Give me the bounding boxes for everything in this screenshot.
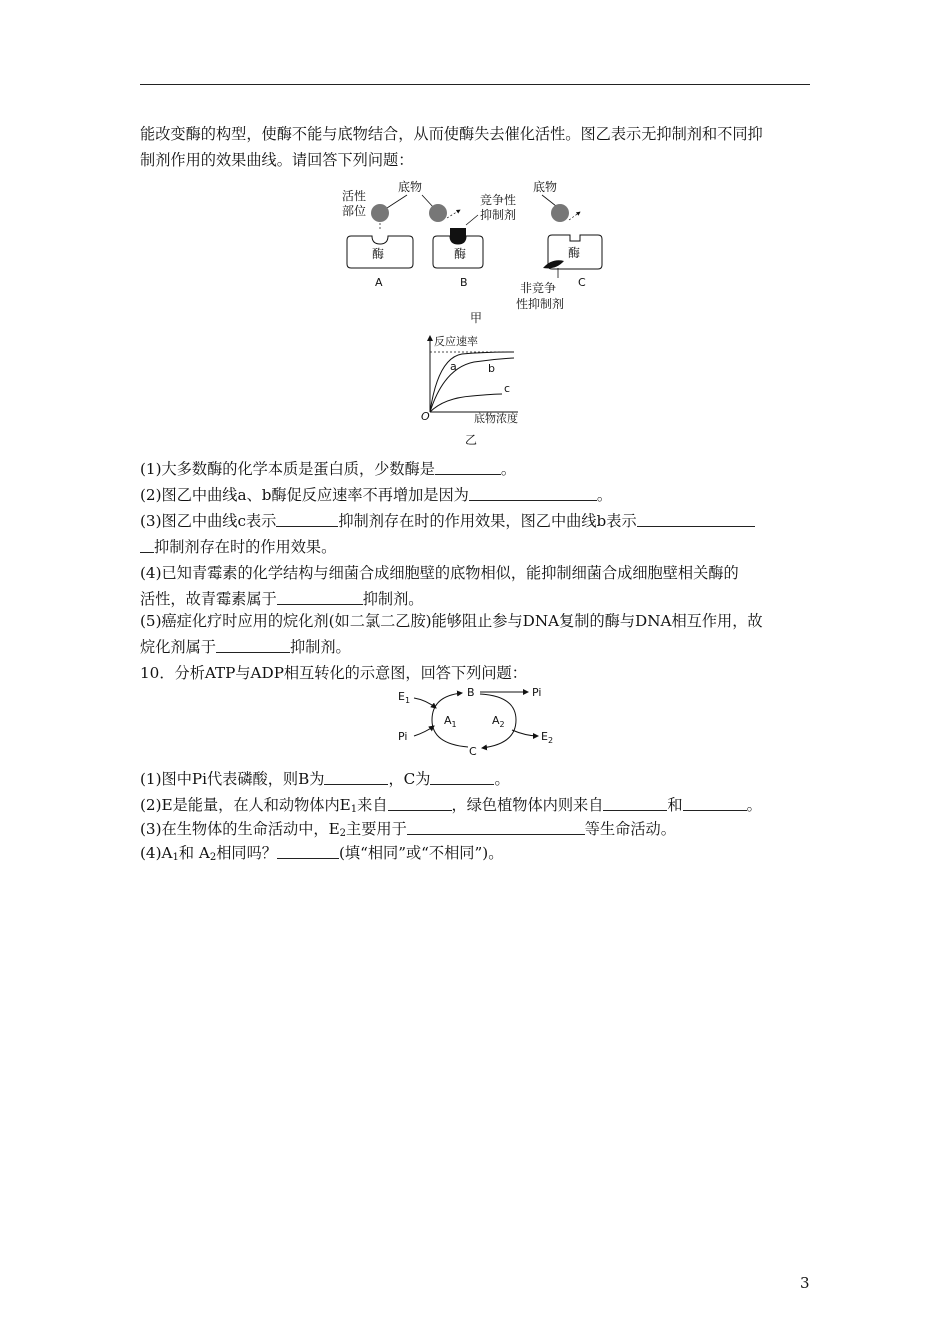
- active-site-label-1: 活性: [342, 189, 367, 203]
- substrate-circle-b: [429, 204, 447, 222]
- answer-blank-10-4[interactable]: [277, 843, 339, 859]
- answer-blank-10-2c[interactable]: [683, 795, 747, 811]
- answer-blank-10-1a[interactable]: [324, 769, 388, 785]
- question-10-3: (3)在生物体的生命活动中，$E_2$主要用于 等生命活动。: [140, 820, 676, 839]
- noncompetitive-label-2: 性抑制剂: [516, 297, 565, 311]
- e2-label: $E_2$: [541, 730, 554, 745]
- substrate-circle-c: [551, 204, 569, 222]
- competitive-label-1: 竞争性: [480, 193, 517, 207]
- curve-a-label: a: [450, 360, 457, 373]
- answer-blank-10-2a[interactable]: [388, 795, 452, 811]
- answer-blank-9-2[interactable]: [469, 485, 597, 501]
- y-axis-label: 反应速率: [434, 335, 478, 348]
- pi-left: Pi: [398, 730, 408, 743]
- atp-adp-cycle-diagram: [392, 684, 562, 758]
- active-site-label-2: 部位: [342, 204, 367, 218]
- e1-label: $E_1$: [398, 690, 411, 705]
- node-c: C: [469, 745, 477, 758]
- question-9-5-line-2: 烷化剂属于 抑制剂。: [140, 638, 351, 656]
- figure-yi-caption: 乙: [465, 433, 478, 447]
- answer-blank-10-3[interactable]: [407, 819, 585, 835]
- competitive-label-2: 抑制剂: [480, 208, 517, 222]
- question-10-1: (1)图中Pi代表磷酸，则B为 ，C为 。: [140, 770, 510, 788]
- x-axis-label: 底物浓度: [474, 412, 518, 425]
- answer-blank-9-5[interactable]: [216, 637, 290, 653]
- figure-yi-rate-curves: [418, 332, 538, 448]
- question-10-4: $(4)A_1$和 $A_2$相同吗？ (填“相同”或“不相同”)。: [140, 844, 504, 863]
- header-rule: [140, 84, 810, 85]
- question-9-4-line-1: (4)已知青霉素的化学结构与细菌合成细胞壁的底物相似，能抑制细菌合成细胞壁相关酶的: [140, 564, 739, 582]
- enzyme-label-b: 酶: [454, 247, 467, 261]
- answer-blank-9-3a[interactable]: [276, 511, 338, 527]
- question-9-1: (1)大多数酶的化学本质是蛋白质，少数酶是 。: [140, 460, 517, 478]
- answer-blank-9-3b[interactable]: [637, 511, 755, 527]
- node-b: B: [467, 686, 475, 699]
- question-9-3-cont: 抑制剂存在时的作用效果。: [140, 534, 812, 560]
- substrate-label-c: 底物: [533, 180, 558, 194]
- figure-jia-enzyme-diagram: [330, 178, 620, 326]
- question-9-4-line-2: 活性，故青霉素属于 抑制剂。: [140, 590, 424, 608]
- substrate-circle-a: [371, 204, 389, 222]
- answer-blank-10-1b[interactable]: [430, 769, 494, 785]
- pi-right: Pi: [532, 686, 542, 699]
- panel-a-label: A: [375, 276, 383, 289]
- question-10-title: 10．分析ATP与ADP相互转化的示意图，回答下列问题：: [140, 664, 527, 682]
- curve-c-label: c: [504, 382, 511, 395]
- answer-blank-9-1[interactable]: [435, 459, 501, 475]
- origin-label: O: [421, 410, 430, 423]
- curve-c: [430, 394, 502, 412]
- a2-label: $A_2$: [492, 714, 505, 729]
- question-9-3: (3)图乙中曲线c表示 抑制剂存在时的作用效果，图乙中曲线b表示: [140, 508, 812, 534]
- question-9-5-line-1: (5)癌症化疗时应用的烷化剂(如二氯二乙胺)能够阻止参与DNA复制的酶与DNA相互作用，故: [140, 612, 763, 630]
- page-number: 3: [800, 1274, 810, 1292]
- intro-line-2: 制剂作用的效果曲线。请回答下列问题：: [140, 151, 414, 169]
- question-9-2: (2)图乙中曲线a、b酶促反应速率不再增加是因为 。: [140, 486, 613, 504]
- figure-jia-caption: 甲: [470, 311, 483, 325]
- answer-blank-10-2b[interactable]: [603, 795, 667, 811]
- curve-b-label: b: [488, 362, 495, 375]
- answer-blank-9-3b-cont[interactable]: [140, 537, 154, 553]
- panel-c-label: C: [578, 276, 586, 289]
- question-10-2: (2)E是能量，在人和动物体内$E_1$来自 ，绿色植物体内则来自 和 。: [140, 796, 762, 815]
- a1-label: $A_1$: [444, 714, 457, 729]
- curve-b: [430, 358, 514, 412]
- answer-blank-9-4[interactable]: [277, 589, 363, 605]
- panel-b-label: B: [460, 276, 468, 289]
- competitive-inhibitor: [450, 228, 466, 244]
- enzyme-label-a: 酶: [372, 247, 385, 261]
- intro-line-1: 能改变酶的构型，使酶不能与底物结合，从而使酶失去催化活性。图乙表示无抑制剂和不同抑: [140, 125, 763, 143]
- noncompetitive-label-1: 非竞争: [520, 281, 557, 295]
- substrate-label-ab: 底物: [398, 180, 423, 194]
- enzyme-label-c: 酶: [568, 246, 581, 260]
